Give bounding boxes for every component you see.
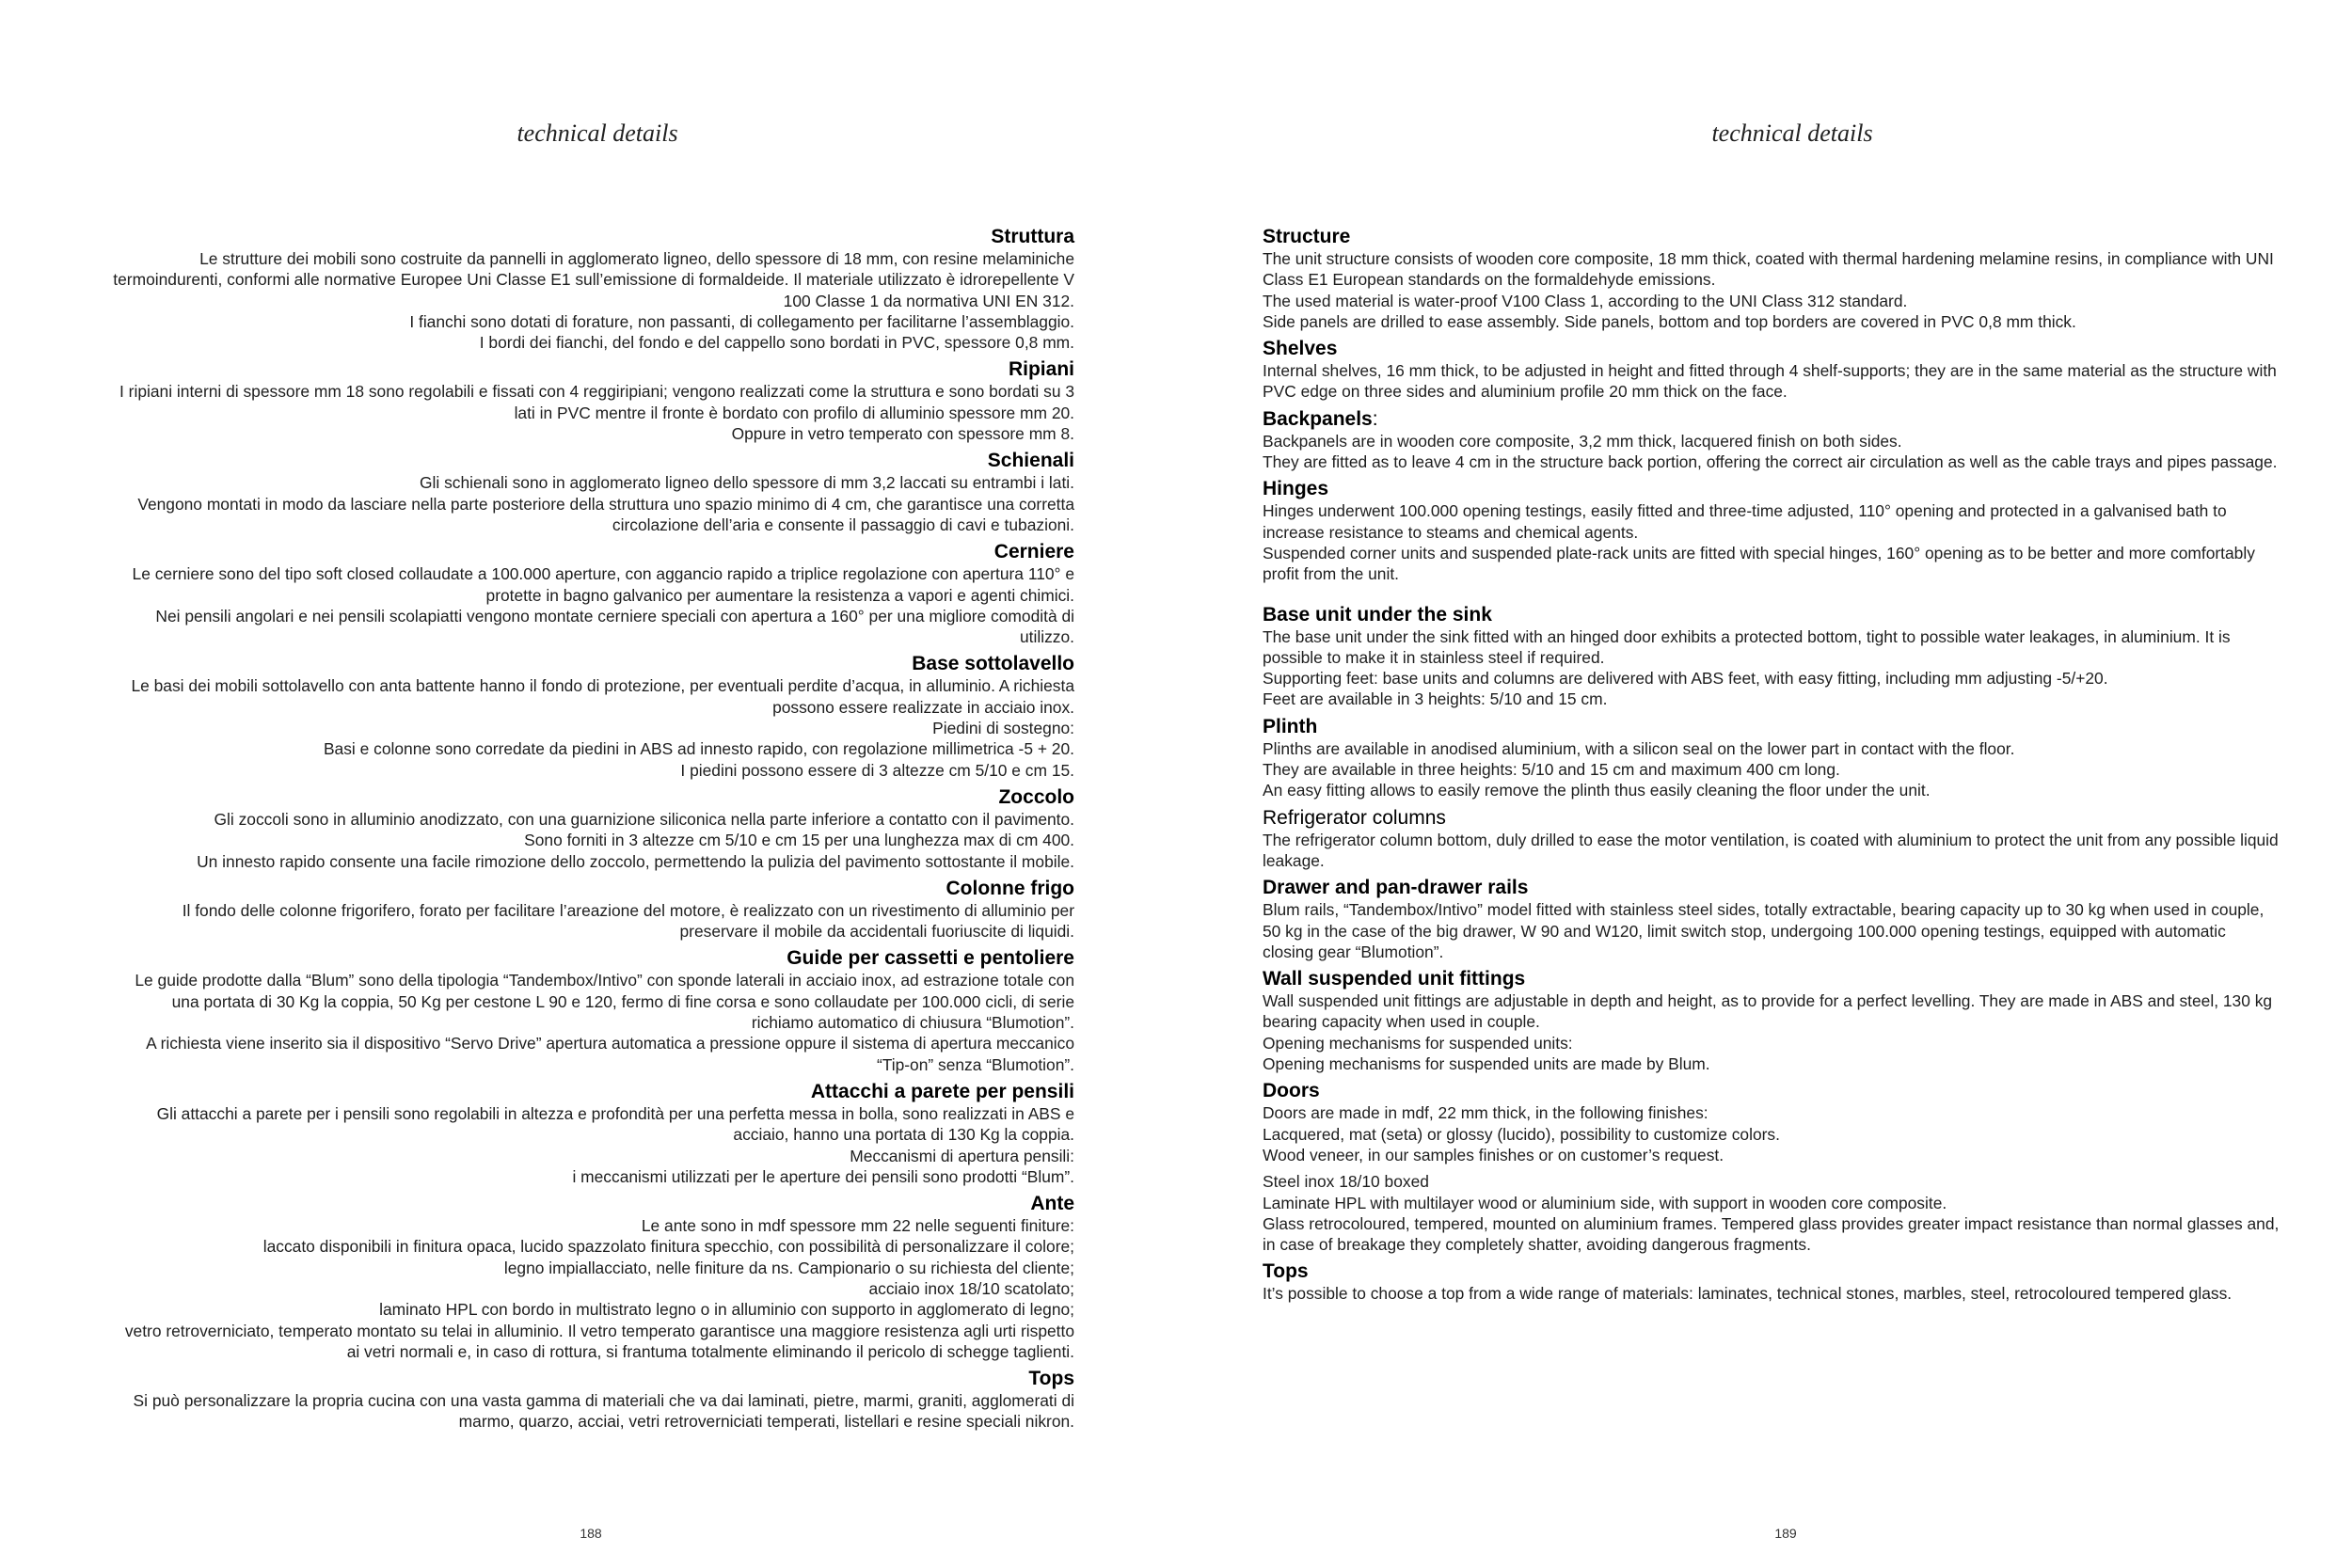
paragraph: Si può personalizzare la propria cucina con una vasta gamma di materiali che va dai laminati, pietre, marmi, graniti, agglomerati di marmo, quarzo, acciai, vetri retroverniciati temperati, listellari e resine speciali nikron. (133, 1391, 1074, 1432)
paragraph: laccato disponibili in finitura opaca, lucido spazzolato finitura specchio, con possibilità di personalizzare il colore; (262, 1237, 1074, 1257)
paragraph: I piedini possono essere di 3 altezze cm 5/10 e cm 15. (680, 760, 1074, 780)
section-ante (113, 1193, 1074, 1362)
section-title: Attacchi a parete per pensili (810, 1080, 1074, 1102)
paragraph: Oppure in vetro temperato con spessore mm 8. (731, 424, 1074, 444)
paragraph: Wall suspended unit fittings are adjustable in depth and height, as to provide for a perfect levelling. They are made in ABS and steel, 130 kg bearing capacity when used in couple. (1263, 991, 2273, 1032)
paragraph: Le basi dei mobili sottolavello con anta battente hanno il fondo di protezione, per eventuali perdite d’acqua, in alluminio. A richiesta possono essere realizzate in acciaio inox. (131, 676, 1074, 717)
paragraph: Piedini di sostegno: (932, 719, 1074, 738)
paragraph: Gli schienali sono in agglomerato ligneo dello spessore di mm 3,2 laccati su entrambi i lati. (420, 473, 1074, 493)
section-base-unit (1263, 604, 2280, 710)
paragraph: Il fondo delle colonne frigorifero, forato per facilitare l’areazione del motore, è realizzato con un rivestimento di alluminio per preservare il mobile da accidentali fuoriuscite di liquidi. (182, 900, 1074, 942)
paragraph: Nei pensili angolari e nei pensili scolapiatti vengono montate cerniere speciali con apertura a 160° per una migliore comodità di utilizzo. (155, 606, 1074, 647)
section-title: Struttura (991, 226, 1074, 247)
section-doors (1263, 1080, 2280, 1255)
section-refrigerator-columns (1263, 807, 2280, 872)
right-running-title: technical details (1711, 119, 1873, 147)
section-guide-cassetti (113, 947, 1074, 1074)
section-structure (1263, 226, 2280, 332)
paragraph: They are available in three heights: 5/10 and 15 cm and maximum 400 cm long. (1263, 760, 1840, 780)
paragraph: Gli attacchi a parete per i pensili sono regolabili in altezza e profondità per una perfetta messa in bolla, sono realizzati in ABS e acciaio, hanno una portata di 130 Kg la coppia. (156, 1103, 1074, 1145)
paragraph: Laminate HPL with multilayer wood or aluminium side, with support in wooden core composite. (1263, 1193, 1947, 1212)
paragraph: I ripiani interni di spessore mm 18 sono regolabili e fissati con 4 reggiripiani; vengono realizzati come la struttura e sono bordati su 3 lati in PVC mentre il fronte è bordato con profilo di alluminio spessore mm 20. (119, 382, 1074, 422)
paragraph: Le cerniere sono del tipo soft closed collaudate a 100.000 aperture, con aggancio rapido a triplice regolazione con apertura 110° e protette in bagno galvanico per aumentare la resistenza a vapori e agenti chimici. (132, 564, 1074, 605)
page-number: 188 (580, 1526, 602, 1541)
paragraph: Un innesto rapido consente una facile rimozione dello zoccolo, permettendo la pulizia del pavimento sottostante il mobile. (197, 851, 1074, 871)
right-page (1176, 0, 2352, 1568)
left-running-title: technical details (516, 119, 678, 147)
paragraph: Vengono montati in modo da lasciare nella parte posteriore della struttura uno spazio minimo di 4 cm, che garantisce una corretta circolazione dell’aria e consente il passaggio di cavi e tubazioni. (137, 494, 1074, 534)
section-drawer-rails (1263, 877, 2280, 962)
section-title: Tops (1028, 1368, 1074, 1390)
paragraph: legno impiallacciato, nelle finiture da ns. Campionario o su richiesta del cliente; (503, 1258, 1074, 1277)
section-struttura (113, 226, 1074, 353)
section-wall-fittings (1263, 968, 2280, 1074)
section-title: Plinth (1263, 715, 1318, 737)
paragraph: Meccanismi di apertura pensili: (850, 1146, 1074, 1165)
section-title (1263, 408, 2280, 431)
section-title: Structure (1263, 226, 1351, 247)
section-backpanels (1263, 408, 2280, 473)
page-number: 189 (1774, 1526, 1797, 1541)
section-colonne-frigo (113, 878, 1074, 942)
paragraph: Hinges underwent 100.000 opening testings, easily fitted and three-time adjusted, 110° opening and protected in a galvanised bath to increase resistance to steams and chemical agents. (1263, 501, 2227, 542)
paragraph: It’s possible to choose a top from a wide range of materials: laminates, technical stones, marbles, steel, retrocoloured tempered glass. (1263, 1284, 2233, 1304)
paragraph: Supporting feet: base units and columns are delivered with ABS feet, with easy fitting, including mm adjusting -5/+20. (1263, 669, 2108, 689)
section-title: Tops (1263, 1260, 1309, 1283)
paragraph: Doors are made in mdf, 22 mm thick, in the following finishes: (1263, 1103, 1708, 1123)
paragraph: Le ante sono in mdf spessore mm 22 nelle seguenti finiture: (641, 1216, 1074, 1236)
section-title-text: Backpanels (1263, 407, 1373, 430)
paragraph: laminato HPL con bordo in multistrato legno o in alluminio con supporto in agglomerato di legno; (379, 1300, 1074, 1320)
paragraph: Basi e colonne sono corredate da piedini in ABS ad innesto rapido, con regolazione millimetrica -5 + 20. (323, 739, 1074, 759)
paragraph: An easy fitting allows to easily remove the plinth thus easily cleaning the floor under the unit. (1263, 781, 1931, 800)
section-zoccolo (113, 786, 1074, 872)
paragraph: Wood veneer, in our samples finishes or on customer’s request. (1263, 1145, 1724, 1164)
section-schienali (113, 450, 1074, 535)
section-hinges (1263, 478, 2280, 584)
paragraph: Steel inox 18/10 boxed (1263, 1172, 1429, 1192)
paragraph: Internal shelves, 16 mm thick, to be adjusted in height and fitted through 4 shelf-supports; they are in the same material as the structure with PVC edge on three sides and aluminium profile 20 mm thick on the face. (1263, 361, 2277, 402)
paragraph: Gli zoccoli sono in alluminio anodizzato, con una guarnizione siliconica nella parte inferiore a contatto con il pavimento. (214, 809, 1074, 829)
paragraph: Plinths are available in anodised aluminium, with a silicon seal on the lower part in contact with the floor. (1263, 738, 2015, 758)
paragraph: Opening mechanisms for suspended units: (1263, 1033, 1573, 1053)
section-title: Ripiani (1008, 358, 1074, 381)
section-title: Hinges (1263, 478, 1329, 500)
section-title: Base unit under the sink (1263, 603, 1492, 626)
paragraph: I fianchi sono dotati di forature, non passanti, di collegamento per facilitarne l’assemblaggio. (409, 311, 1074, 331)
section-ripiani (113, 358, 1074, 444)
section-title: Schienali (987, 450, 1074, 472)
paragraph: The refrigerator column bottom, duly drilled to ease the motor ventilation, is coated with aluminium to protect the unit from any possible liquid leakage. (1263, 830, 2279, 870)
paragraph: acciaio inox 18/10 scatolato; (868, 1278, 1074, 1298)
paragraph: The used material is water-proof V100 Class 1, according to the UNI Class 312 standard. (1263, 291, 1908, 310)
section-tops-en (1263, 1260, 2280, 1304)
paragraph: Le strutture dei mobili sono costruite da pannelli in agglomerato ligneo, dello spessore di 18 mm, con resine melaminiche termoindurenti, conformi alle normative Europee Uni Classe E1 sull’emissione di formaldeide. Il materiale utilizzato è idrorepellente V 100 Classe 1 da normativa UNI EN 312. (113, 249, 1074, 310)
section-title: Shelves (1263, 338, 1338, 360)
section-title: Doors (1263, 1080, 1320, 1102)
left-page-content (113, 226, 1074, 1438)
section-title: Drawer and pan-drawer rails (1263, 877, 1529, 899)
section-title: Base sottolavello (912, 653, 1074, 675)
paragraph: Sono forniti in 3 altezze cm 5/10 e cm 15 per una lunghezza max di cm 400. (524, 831, 1074, 850)
paragraph: Le guide prodotte dalla “Blum” sono della tipologia “Tandembox/Intivo” con sponde laterali in acciaio inox, ad estrazione totale con una portata di 30 Kg la coppia, 50 Kg per cestone L 90 e 120, fermo di fine corsa e sono collaudate per 100.000 cicli, di serie richiamo automatico di chiusura “Blumotion”. (135, 971, 1074, 1033)
section-base-sottolavello (113, 653, 1074, 780)
section-title: Wall suspended unit fittings (1263, 968, 1526, 990)
right-page-content (1263, 226, 2280, 1310)
section-attacchi-parete (113, 1081, 1074, 1187)
paragraph: The unit structure consists of wooden core composite, 18 mm thick, coated with thermal hardening melamine resins, in compliance with UNI Class E1 European standards on the formaldehyde emissions. (1263, 249, 2274, 290)
section-tops-it (113, 1368, 1074, 1433)
paragraph: Side panels are drilled to ease assembly. Side panels, bottom and top borders are covered in PVC 0,8 mm thick. (1263, 311, 2076, 331)
paragraph: Blum rails, “Tandembox/Intivo” model fitted with stainless steel sides, totally extractable, bearing capacity up to 30 kg when used in couple, 50 kg in the case of the big drawer, W 90 and W120, limit switch stop, undergoing 100.000 opening testings, equipped with automatic closing gear “Blumotion”. (1263, 900, 2265, 961)
paragraph: Lacquered, mat (seta) or glossy (lucido), possibility to customize colors. (1263, 1124, 1780, 1144)
paragraph: Suspended corner units and suspended plate-rack units are fitted with special hinges, 160° opening as to be better and more comfortably profit from the unit. (1263, 543, 2255, 584)
section-title: Ante (1030, 1193, 1074, 1215)
title-colon: : (1372, 407, 1378, 430)
paragraph: Backpanels are in wooden core composite, 3,2 mm thick, lacquered finish on both sides. (1263, 431, 1902, 451)
paragraph: Feet are available in 3 heights: 5/10 and 15 cm. (1263, 689, 1608, 709)
section-shelves (1263, 338, 2280, 403)
section-title: Refrigerator columns (1263, 806, 1446, 829)
section-title: Cerniere (993, 541, 1074, 563)
section-cerniere (113, 541, 1074, 647)
section-title: Guide per cassetti e pentoliere (787, 947, 1074, 970)
paragraph: I bordi dei fianchi, del fondo e del cappello sono bordati in PVC, spessore 0,8 mm. (479, 333, 1074, 353)
section-title: Colonne frigo (946, 877, 1074, 899)
paragraph: i meccanismi utilizzati per le aperture dei pensili sono prodotti “Blum”. (572, 1166, 1074, 1186)
paragraph: A richiesta viene inserito sia il dispositivo “Servo Drive” apertura automatica a pressione oppure il sistema di apertura meccanico “Tip-on” senza “Blumotion”. (146, 1034, 1074, 1074)
section-title: Zoccolo (998, 785, 1074, 808)
paragraph: Glass retrocoloured, tempered, mounted on aluminium frames. Tempered glass provides greater impact resistance than normal glasses and, in case of breakage they completely shatter, avoiding dangerous fragments. (1263, 1213, 2280, 1255)
paragraph: The base unit under the sink fitted with an hinged door exhibits a protected bottom, tight to possible water leakages, in aluminium. It is possible to make it in stainless steel if required. (1263, 626, 2231, 667)
paragraph: vetro retroverniciato, temperato montato su telai in alluminio. Il vetro temperato garantisce una maggiore resistenza agli urti rispetto ai vetri normali e, in caso di rottura, si frantuma totalmente eliminando il pericolo di schegge taglienti. (124, 1321, 1074, 1361)
paragraph: They are fitted as to leave 4 cm in the structure back portion, offering the correct air circulation as well as the cable trays and pipes passage. (1263, 452, 2278, 472)
section-plinth (1263, 716, 2280, 801)
paragraph: Opening mechanisms for suspended units are made by Blum. (1263, 1054, 1710, 1074)
